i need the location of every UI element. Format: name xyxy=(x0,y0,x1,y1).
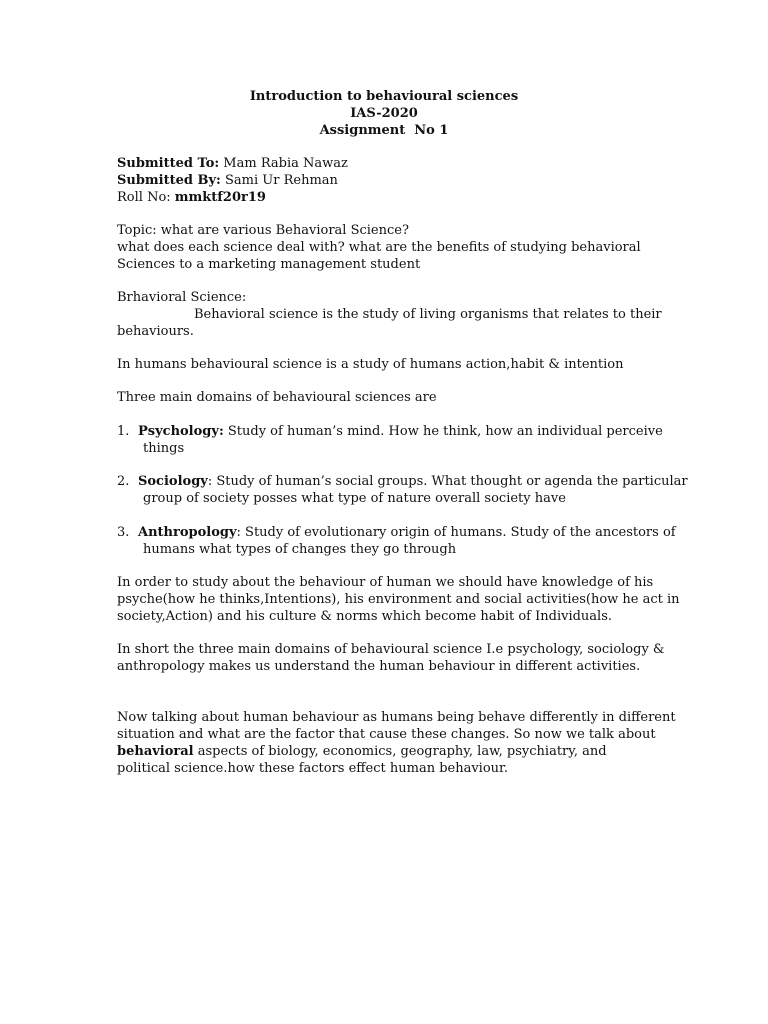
roll-no-line xyxy=(117,189,657,206)
document-subtitle: IAS-2020 xyxy=(350,106,418,121)
submitted-to-line xyxy=(117,155,657,172)
topic-line-2: what does each science deal with? what are the benefits of studying behavioral xyxy=(117,240,641,255)
domain-term: Anthropology xyxy=(138,525,237,540)
domain-term: Sociology xyxy=(138,474,208,489)
now-line-4: political science.how these factors effect human behaviour. xyxy=(117,761,508,776)
study-line-1: In order to study about the behaviour of human we should have knowledge of his xyxy=(117,575,654,590)
submitted-by-value: Sami Ur Rehman xyxy=(220,173,338,188)
now-line-1: Now talking about human behaviour as humans being behave differently in different xyxy=(117,710,676,725)
domain-description: : Study of evolutionary origin of humans. Study of the ancestors of xyxy=(236,525,676,540)
definition-line-2: behaviours. xyxy=(117,324,194,339)
domain-description: : Study of human’s social groups. What thought or agenda the particular xyxy=(207,474,688,489)
topic-line-3: Sciences to a marketing management student xyxy=(117,257,421,272)
domain-term: Psychology: xyxy=(138,424,224,439)
short-line-1: In short the three main domains of behavioural science I.e psychology, sociology & xyxy=(117,642,665,657)
domains-intro xyxy=(117,389,657,406)
topic-line-1: Topic: what are various Behavioral Science? xyxy=(117,223,409,238)
domain-description: Study of human’s mind. How he think, how an individual perceive xyxy=(223,424,663,439)
definition-paragraph xyxy=(117,289,662,340)
topic-paragraph xyxy=(117,222,657,273)
submission-info xyxy=(117,155,657,206)
submitted-by-line xyxy=(117,172,657,189)
short-paragraph xyxy=(117,641,665,675)
document-title: Introduction to behavioural sciences xyxy=(249,89,519,104)
list-item-text xyxy=(117,524,676,541)
now-line-3-rest: aspects of biology, economics, geography, law, psychiatry, and xyxy=(193,744,607,759)
list-item xyxy=(117,524,676,558)
assignment-number: Assignment No 1 xyxy=(319,123,449,138)
roll-no-value: mmktf20r19 xyxy=(174,190,266,205)
domain-description-continued: group of society posses what type of nature overall society have xyxy=(143,491,566,506)
domain-description-continued: humans what types of changes they go through xyxy=(143,542,457,557)
submitted-to-label: Submitted To: xyxy=(117,156,220,171)
study-line-2: psyche(how he thinks,Intentions), his environment and social activities(how he act in xyxy=(117,592,680,607)
definition-line-1: Behavioral science is the study of living organisms that relates to their xyxy=(194,307,662,322)
now-line-2: situation and what are the factor that cause these changes. So now we talk about xyxy=(117,727,656,742)
domain-description-continued: things xyxy=(143,441,185,456)
now-line-3 xyxy=(117,743,657,760)
short-line-2: anthropology makes us understand the human behaviour in different activities. xyxy=(117,659,641,674)
list-item-text xyxy=(117,473,688,490)
behavioral-bold-word: behavioral xyxy=(117,744,194,759)
definition-heading: Brhavioral Science: xyxy=(117,290,247,305)
humans-paragraph xyxy=(117,356,657,373)
roll-no-label: Roll No: xyxy=(117,190,175,205)
study-line-3: society,Action) and his culture & norms which become habit of Individuals. xyxy=(117,609,613,624)
now-paragraph xyxy=(117,709,676,777)
list-item xyxy=(117,473,688,507)
list-number: 3. xyxy=(117,525,130,540)
list-item xyxy=(117,423,663,457)
document-header xyxy=(0,88,768,139)
humans-line: In humans behavioural science is a study of humans action,habit & intention xyxy=(117,357,624,372)
study-paragraph xyxy=(117,574,680,625)
list-number: 1. xyxy=(117,424,130,439)
submitted-to-value: Mam Rabia Nawaz xyxy=(219,156,348,171)
submitted-by-label: Submitted By: xyxy=(117,173,221,188)
domains-intro-line: Three main domains of behavioural sciences are xyxy=(117,390,437,405)
list-item-text xyxy=(117,423,663,440)
list-number: 2. xyxy=(117,474,130,489)
